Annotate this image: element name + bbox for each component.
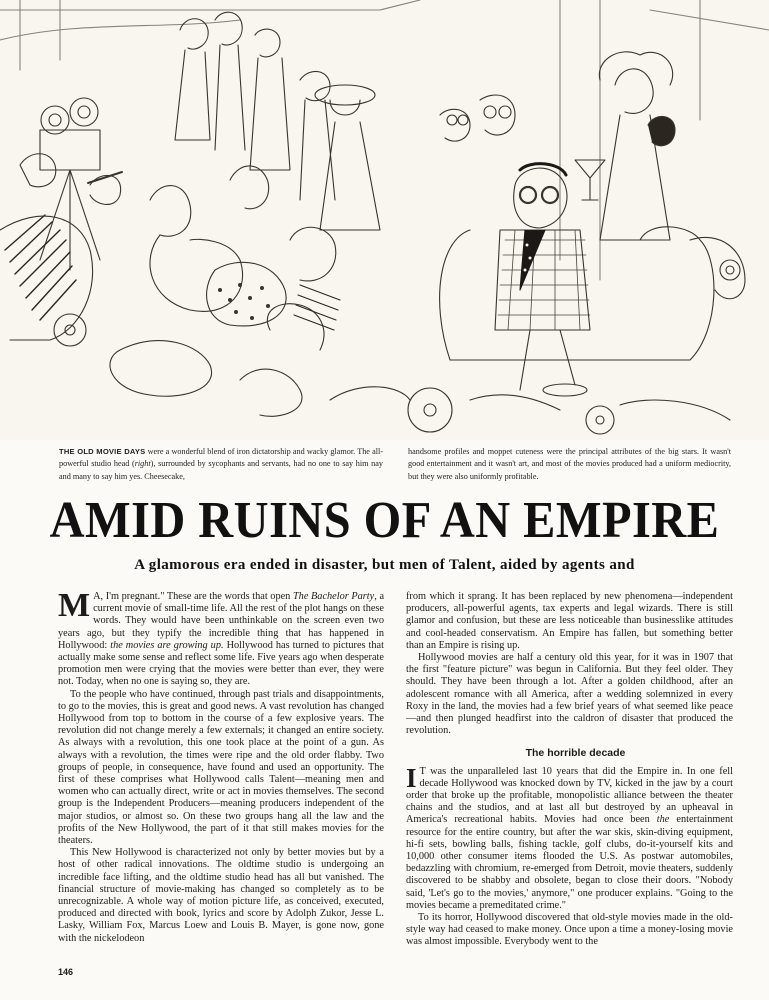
- film-title: The Bachelor Party: [292, 591, 375, 602]
- caption-right: handsome profiles and moppet cuteness were the principal attributes of the big stars. It wasn't good entertainment and it wasn't art, and most of the movies produced had a uniform mediocrity, but they were also uniformly profitable.: [408, 447, 731, 481]
- article-column-left: [58, 591, 384, 971]
- paragraph: from which it sprang. It has been replaced by new phenomena—independent producers, all-powerful agents, tax experts and legal wizards. There is still glamor and confusion, but these are less noticeable than businesslike attitudes and cool-headed conservatism. An Empire has fallen, but something better than an Empire is rising up.: [406, 591, 733, 651]
- paragraph: To the people who have continued, through past trials and disappointments, to go to the movies, this is great and good news. A vast revolution has changed Hollywood from top to bottom in the course of a few explosive years. The revolution did not change merely a few externals; it changed an entire society. As always with a revolution, this one took place at the point of a gun. As always with a revolution, the times were ripe and the old order flabby. Two groups of people, in consequence, have found and used an opportunity. The first of these comprises what Hollywood calls Talent—meaning men and women who can actually direct, write or act in movies themselves. The second group is the Independent Producers—meaning producers independent of the major studios, or almost so. On these two groups hang all the law and the profits of the New Hollywood, the part of it that still makes movies for the theaters.: [58, 688, 384, 847]
- caption-left-text-2: ), surrounded by sycophants and servants, had no one to say him nay and many to say him yes. Cheesecake,: [59, 459, 383, 481]
- text-run: Hollywood has turned to pictures that actually make some sense and reflect some life. Five years ago when desperate promotion men were crying that the movies were better than ever, they were not. Today, when no one is saying so, they are.: [58, 639, 384, 688]
- dropcap: M: [58, 591, 91, 624]
- emphasis: the: [656, 814, 670, 826]
- caption-lead: THE OLD MOVIE DAYS: [59, 447, 146, 456]
- text-run: T was the unparalleled last 10 years that did the Empire in. In one fell decade Hollywood was knocked down by TV, kicked in the jaw by a court order that broke up the profitable, monopolistic alliance between the theater chains and the studios, and at last all but destroyed by an upheaval in America's recreational habits. Movies had once been: [406, 765, 733, 826]
- deck: A glamorous era ended in disaster, but men of Talent, aided by agents and: [134, 557, 635, 573]
- caption-left-italic: right: [134, 459, 151, 469]
- emphasis: the movies are growing up.: [110, 639, 224, 651]
- section-subhead: The horrible decade: [525, 747, 626, 760]
- text-run: , a current movie of small-time life. All the rest of the plot hangs on these words. They would have been unthinkable on the screen even two years ago, but they typify the incredible thing that has happened in Hollywood:: [58, 591, 384, 651]
- caption-left-text-1: were a wonderful blend of iron dictatorship and wacky glamor. The all-powerful studio head (: [59, 447, 384, 469]
- paragraph: [58, 591, 384, 689]
- illustration-captions: [59, 446, 731, 482]
- article-column-right: [406, 591, 733, 981]
- paragraph: To its horror, Hollywood discovered that old-style movies made in the old-style way had ceased to make money. Once upon a time a money-losing movie was almost impossible. Everybody went to the: [406, 912, 733, 948]
- paragraph: [406, 762, 733, 912]
- headline: AMID RUINS OF AN EMPIRE: [49, 492, 720, 549]
- text-run: A, I'm pregnant." These are the words that open: [93, 591, 293, 602]
- dropcap: I: [406, 762, 417, 793]
- caption-left: [59, 446, 383, 483]
- caricature-illustration: [0, 0, 769, 440]
- page-number: 146: [58, 967, 74, 977]
- text-run: entertainment resource for the entire country, but after the war skis, skin-diving equipment, hi-fi sets, bowling balls, fishing tackle, golf clubs, do-it-yourself kits and 10,000 other consumer items flooded the U.S. As postwar automobiles, bedazzling with chromium, re-emerged from Detroit, movie theaters, suddenly discovered to be shabby and obsolete, began to close their doors. "Nobody said, 'Let's go to the movies,' anymore," one producer explains. "Going to the movies became a premeditated crime.": [406, 814, 733, 911]
- paragraph: This New Hollywood is characterized not only by better movies but by a host of other radical innovations. The oldtime studio is undergoing an incredible face lifting, and the oldtime studio head has all but vanished. The financial structure of movie-making has changed so completely as to be unrecognizable. A whole way of motion picture life, as conceived, executed, produced and directed with book, lyrics and score by Adolph Zukor, Jesse L. Lasky, William Fox, Marcus Loew and Louis B. Mayer, is gone now, gone with the nickelodeon: [58, 847, 384, 944]
- paragraph: Hollywood movies are half a century old this year, for it was in 1907 that the first "feature picture" was begun in California. But they feel older. They should. They have been through a lot. After a golden childhood, after an adolescent romance with all America, after a wedding solemnized in every Roxy in the land, the movies had a few brief years of what seemed like peace—and then plunged headfirst into the caldron of disaster that produced the revolution.: [406, 652, 733, 737]
